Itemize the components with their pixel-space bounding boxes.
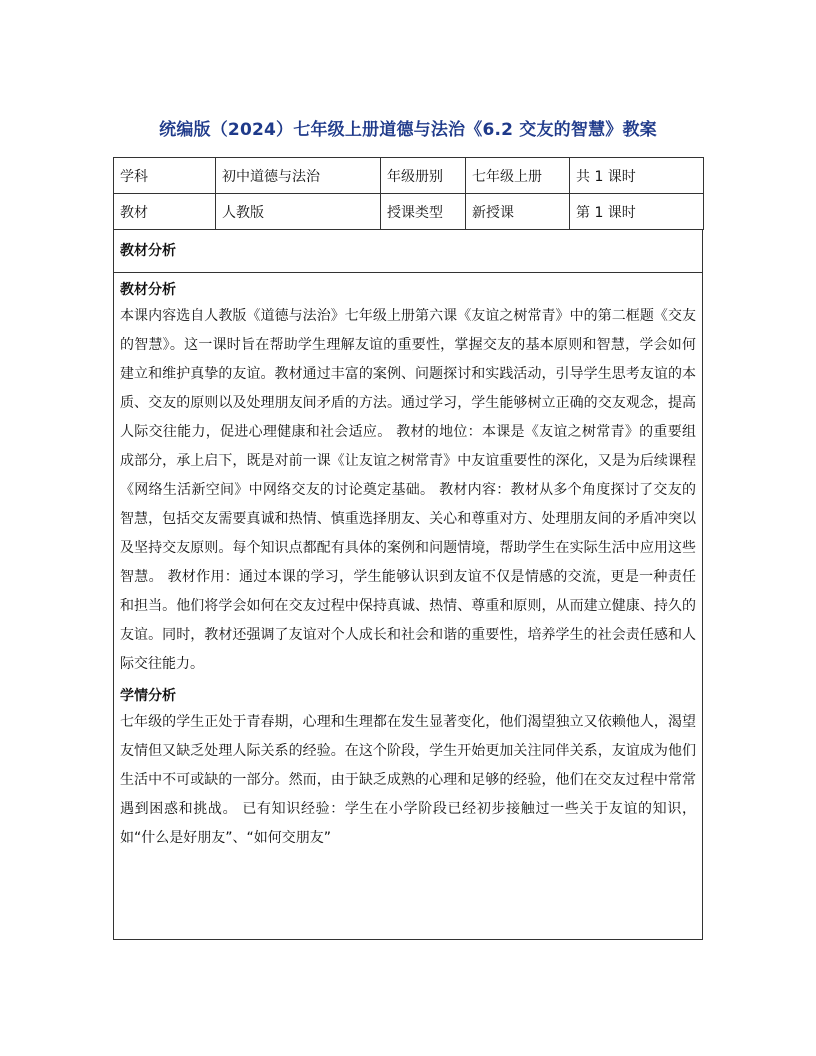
lesson-type-label: 授课类型: [381, 194, 466, 230]
info-row-textbook: [114, 194, 704, 230]
student-analysis-text: 七年级的学生正处于青春期，心理和生理都在发生显著变化，他们渴望独立又依赖他人，渴望友情但又缺乏处理人际关系的经验。在这个阶段，学生开始更加关注同伴关系，友谊成为他们生活中不可或缺的一部分。然而，由于缺乏成熟的心理和足够的经验，他们在交友过程中常常遇到困惑和挑战。 已有知识经验：学生在小学阶段已经初步接触过一些关于友谊的知识，如“什么是好朋友”、“如何交朋友”: [120, 714, 696, 846]
section-title: 教材分析: [114, 229, 702, 273]
textbook-analysis-text: 本课内容选自人教版《道德与法治》七年级上册第六课《友谊之树常青》中的第二框题《交友的智慧》。这一课时旨在帮助学生理解友谊的重要性，掌握交友的基本原则和智慧，学会如何建立和维护真挚的友谊。教材通过丰富的案例、问题探讨和实践活动，引导学生思考友谊的本质、交友的原则以及处理朋友间矛盾的方法。通过学习，学生能够树立正确的交友观念，提高人际交往能力，促进心理健康和社会适应。 教材的地位：本课是《友谊之树常青》的重要组成部分，承上启下，既是对前一课《让友谊之树常青》中友谊重要性的深化，又是为后续课程《网络生活新空间》中网络交友的讨论奠定基础。 教材内容：教材从多个角度探讨了交友的智慧，包括交友需要真诚和热情、慎重选择朋友、关心和尊重对方、处理朋友间的矛盾冲突以及坚持交友原则。每个知识点都配有具体的案例和问题情境，帮助学生在实际生活中应用这些智慧。 教材作用：通过本课的学习，学生能够认识到友谊不仅是情感的交流，更是一种责任和担当。他们将学会如何在交友过程中保持真诚、热情、尊重和原则，从而建立健康、持久的友谊。同时，教材还强调了友谊对个人成长和社会和谐的重要性，培养学生的社会责任感和人际交往能力。: [120, 308, 696, 672]
lesson-info-table: [113, 157, 704, 230]
student-analysis-heading: 学情分析: [120, 688, 176, 704]
total-hours: 共 1 课时: [570, 158, 704, 194]
textbook-label: 教材: [114, 194, 216, 230]
grade-label: 年级册别: [381, 158, 466, 194]
current-hour: 第 1 课时: [570, 194, 704, 230]
grade-value: 七年级上册: [466, 158, 570, 194]
textbook-analysis-heading: 教材分析: [120, 282, 176, 298]
analysis-section: [113, 229, 703, 940]
subject-label: 学科: [114, 158, 216, 194]
lesson-type-value: 新授课: [466, 194, 570, 230]
info-row-subject: [114, 158, 704, 194]
document-title: 统编版（2024）七年级上册道德与法治《6.2 交友的智慧》教案: [159, 120, 657, 140]
textbook-value: 人教版: [216, 194, 381, 230]
subject-value: 初中道德与法治: [216, 158, 381, 194]
